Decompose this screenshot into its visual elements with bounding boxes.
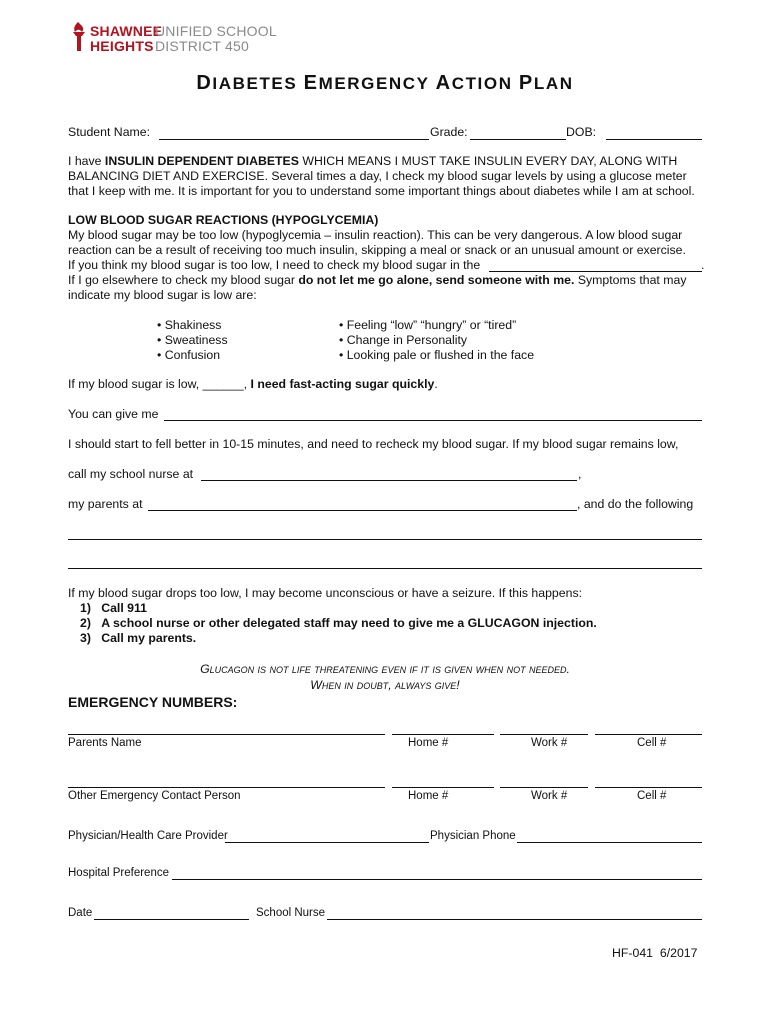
home-label: Home #: [408, 737, 449, 749]
comma-text: ,: [578, 467, 582, 481]
date-label: Date: [68, 907, 93, 919]
check-location-field[interactable]: [489, 271, 702, 272]
dob-field[interactable]: [606, 139, 702, 140]
other-home-field[interactable]: [392, 787, 494, 788]
intro-paragraph: I have INSULIN DEPENDENT DIABETES WHICH MEANS I MUST TAKE INSULIN EVERY DAY, ALONG WITH BALANCING DIET AND EXERCISE. Several times a day, I check my blood sugar levels by using a glucose meter that I keep with me. It is important for you to understand some important things about diabetes while I am at school.: [68, 154, 695, 198]
physician-phone-label: Physician Phone: [430, 830, 516, 842]
parents-cell-field[interactable]: [595, 734, 702, 735]
other-cell-field[interactable]: [595, 787, 702, 788]
physician-phone-field[interactable]: [517, 842, 702, 843]
other-contact-field[interactable]: [68, 787, 385, 788]
give-me-field[interactable]: [164, 420, 702, 421]
grade-label: Grade:: [430, 125, 468, 139]
work-label: Work #: [531, 737, 568, 749]
student-name-field[interactable]: [159, 139, 429, 140]
cell-label: Cell #: [637, 737, 667, 749]
school-nurse-label: call my school nurse at: [68, 467, 194, 481]
list-item: • Feeling “low” “hungry” or “tired”: [339, 318, 517, 332]
school-nurse-sign-label: School Nurse: [256, 907, 326, 919]
work-label: Work #: [531, 790, 568, 802]
parents-label: my parents at: [68, 497, 143, 511]
logo-shawnee: SHAWNEE: [90, 23, 163, 39]
emergency-numbers-heading: EMERGENCY NUMBERS:: [68, 694, 238, 710]
list-item: • Shakiness: [157, 318, 222, 332]
list-item: • Change in Personality: [339, 333, 468, 347]
logo-heights: HEIGHTS: [90, 38, 154, 54]
parents-name-label: Parents Name: [68, 737, 142, 749]
form-code: HF-041 6/2017: [612, 946, 698, 960]
dob-label: DOB:: [566, 125, 597, 139]
parents-home-field[interactable]: [392, 734, 494, 735]
low-sugar-instruction: If my blood sugar is low, ______, I need fast-acting sugar quickly.: [68, 377, 438, 391]
school-nurse-phone-field[interactable]: [201, 480, 577, 481]
student-name-label: Student Name:: [68, 125, 151, 139]
grade-field[interactable]: [470, 139, 566, 140]
list-item: 1) Call 911: [80, 601, 147, 615]
date-field[interactable]: [94, 919, 249, 920]
recheck-text: I should start to fell better in 10-15 minutes, and need to recheck my blood sugar. If my blood sugar remains low,: [68, 437, 679, 451]
instructions-line-1[interactable]: [68, 539, 702, 540]
hypoglycemia-heading: LOW BLOOD SUGAR REACTIONS (HYPOGLYCEMIA): [68, 213, 379, 227]
cell-label: Cell #: [637, 790, 667, 802]
flame-torch-icon: [69, 20, 89, 52]
glucagon-note: Glucagon is not life threatening even if it is given when not needed. When in doubt, always give!: [200, 662, 570, 692]
list-item: 2) A school nurse or other delegated staff may need to give me a GLUCAGON injection.: [80, 616, 597, 630]
logo-district: DISTRICT 450: [155, 38, 249, 54]
instructions-line-2[interactable]: [68, 568, 702, 569]
do-following-text: , and do the following: [577, 497, 694, 511]
physician-field[interactable]: [225, 842, 429, 843]
hospital-label: Hospital Preference: [68, 867, 169, 879]
seizure-intro: If my blood sugar drops too low, I may become unconscious or have a seizure. If this happens:: [68, 586, 583, 600]
symptom-list-right: [339, 318, 534, 363]
seizure-section: [68, 586, 597, 646]
parents-phone-field[interactable]: [148, 510, 577, 511]
list-item: • Confusion: [157, 348, 221, 362]
give-me-label: You can give me: [68, 407, 159, 421]
page-title: DIABETES EMERGENCY ACTION PLAN: [196, 72, 574, 94]
hospital-field[interactable]: [172, 879, 702, 880]
parents-work-field[interactable]: [500, 734, 588, 735]
hypoglycemia-section: LOW BLOOD SUGAR REACTIONS (HYPOGLYCEMIA) My blood sugar may be too low (hypoglycemia – insulin reaction). This can be very dangerous. A low blood sugar reaction can be a result of receiving too much insulin, skipping a meal or snack or an unusual amount or exercise. If you think my blood sugar is too low, I need to check my blood sugar in the . If I go elsewhere to check my blood sugar do not let me go alone, send someone with me. Symptoms that may indicate my blood sugar is low are:: [68, 213, 705, 302]
other-work-field[interactable]: [500, 787, 588, 788]
home-label: Home #: [408, 790, 449, 802]
symptom-list-left: [157, 318, 228, 363]
school-nurse-sign-field[interactable]: [327, 919, 702, 920]
list-item: • Looking pale or flushed in the face: [339, 348, 535, 362]
list-item: • Sweatiness: [157, 333, 228, 347]
list-item: 3) Call my parents.: [80, 631, 197, 645]
physician-label: Physician/Health Care Provider: [68, 830, 228, 842]
logo-unified-school: UNIFIED SCHOOL: [155, 23, 277, 39]
other-contact-label: Other Emergency Contact Person: [68, 790, 241, 802]
parents-name-field[interactable]: [68, 734, 385, 735]
